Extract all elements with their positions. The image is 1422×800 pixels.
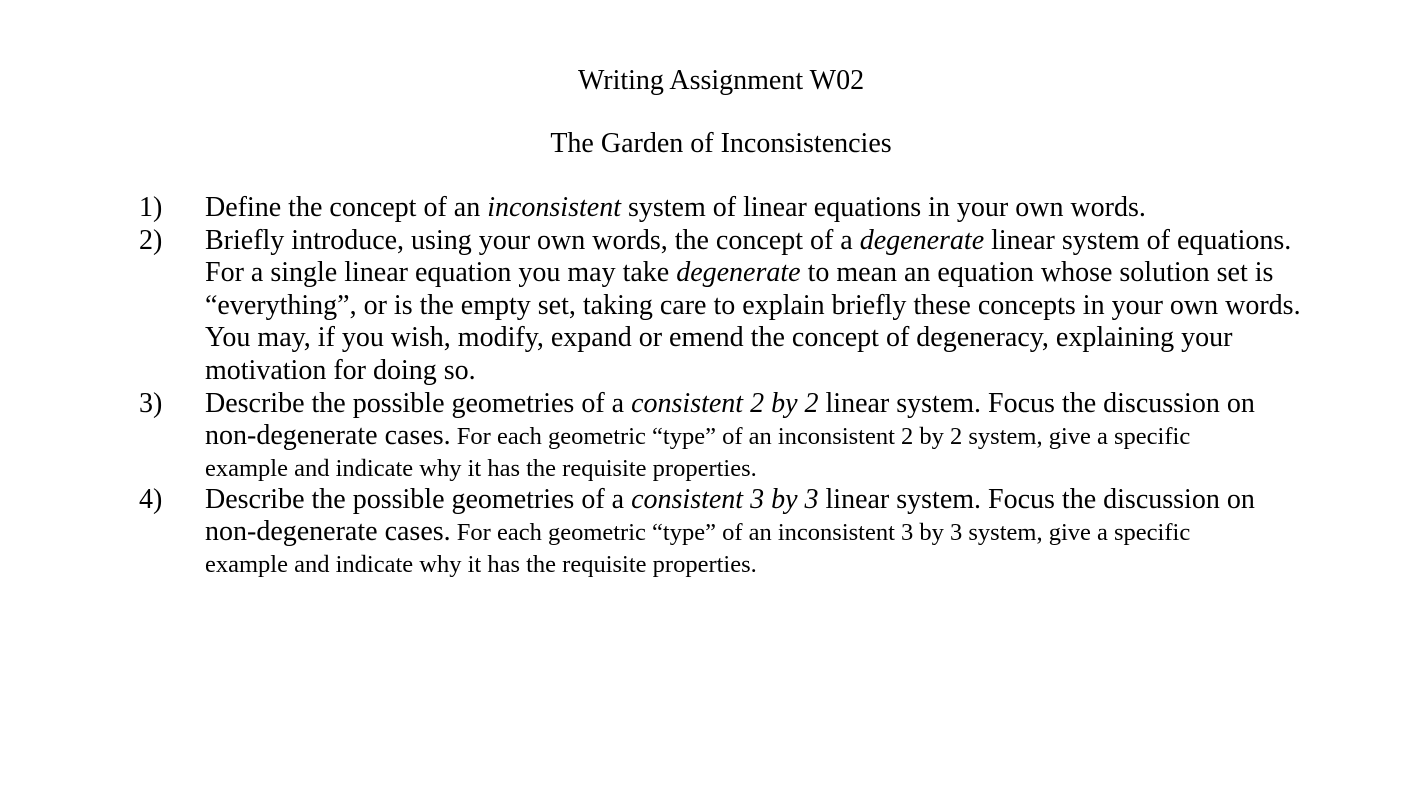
question-item-3 (139, 388, 1379, 484)
question-text-line: example and indicate why it has the requisite properties. (205, 454, 757, 482)
text-segment: system of linear equations in your own words. (620, 192, 1146, 223)
question-number: 4) (139, 483, 163, 515)
question-number: 3) (139, 387, 163, 419)
text-segment-small: For each geometric “type” of an inconsistent 2 by 2 system, give a specific (450, 423, 1191, 451)
question-text-line (205, 420, 1379, 454)
italic-term: inconsistent (487, 192, 621, 223)
text-segment: Define the concept of an (205, 192, 488, 223)
question-item-2 (139, 225, 1379, 388)
italic-term: degenerate (859, 224, 985, 256)
question-text-line: motivation for doing so. (205, 354, 476, 386)
text-segment: to mean an equation whose solution set is (800, 257, 1274, 289)
italic-term: consistent 2 by 2 (631, 387, 819, 419)
text-segment: Briefly introduce, using your own words, the concept of a (205, 224, 860, 256)
text-segment: non-degenerate cases. (205, 516, 451, 548)
document-subtitle: The Garden of Inconsistencies (550, 128, 892, 159)
question-text-line (205, 257, 1379, 290)
document-title: Writing Assignment W02 (577, 65, 865, 96)
question-number: 1) (139, 192, 163, 223)
italic-term: degenerate (676, 257, 801, 289)
question-item-4 (139, 484, 1379, 580)
question-text-line: “everything”, or is the empty set, taking care to explain briefly these concepts in your own words. (205, 289, 1301, 321)
question-text-line: example and indicate why it has the requisite properties. (205, 550, 757, 578)
question-text-line (205, 484, 1379, 517)
italic-term: consistent 3 by 3 (631, 483, 819, 515)
text-segment: linear system. Focus the discussion on (818, 387, 1255, 419)
text-segment: Describe the possible geometries of a (205, 387, 632, 419)
text-segment: For a single linear equation you may take (205, 257, 677, 289)
text-segment: non-degenerate cases. (205, 420, 451, 452)
question-number: 2) (139, 224, 163, 256)
question-list (139, 192, 1379, 580)
question-text-line: You may, if you wish, modify, expand or emend the concept of degeneracy, explaining your (205, 322, 1233, 354)
text-segment: linear system. Focus the discussion on (818, 483, 1255, 515)
question-text-line (205, 516, 1379, 550)
text-segment: linear system of equations. (984, 224, 1292, 256)
text-segment-small: For each geometric “type” of an inconsistent 3 by 3 system, give a specific (450, 519, 1191, 547)
question-item-1 (139, 192, 1379, 225)
question-text-line (205, 192, 1379, 225)
question-text-line (205, 225, 1379, 258)
text-segment: Describe the possible geometries of a (205, 483, 632, 515)
question-text-line (205, 388, 1379, 421)
